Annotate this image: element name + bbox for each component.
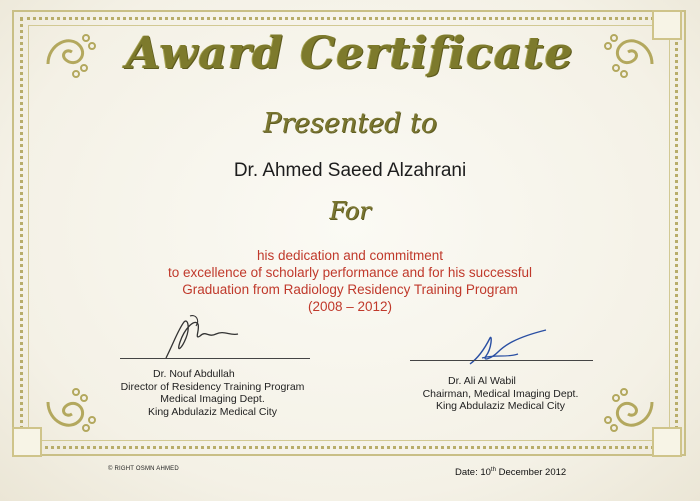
- citation-line: his dedication and commitment: [256, 248, 444, 263]
- signatory-org: King Abdulaziz Medical City: [148, 405, 277, 418]
- corner-square-bottom-left: [12, 427, 42, 457]
- issue-date: [455, 467, 566, 478]
- date-rest: December 2012: [495, 467, 567, 479]
- signatory-name: Dr. Nouf Abdullah: [153, 368, 235, 380]
- presented-to-label: Presented to: [262, 108, 438, 139]
- citation-line: Graduation from Radiology Residency Training Program: [182, 282, 518, 297]
- date-suffix: th: [490, 467, 496, 473]
- certificate-title: Award Certificate: [126, 28, 574, 79]
- signatory-right: [398, 375, 603, 413]
- signature-line-left: [120, 358, 310, 359]
- signatory-title: Chairman, Medical Imaging Dept.: [422, 387, 579, 400]
- for-label: For: [329, 197, 371, 225]
- ornament-bottom-left-icon: [40, 382, 100, 442]
- citation-text: [0, 247, 700, 315]
- signature-right-icon: [462, 328, 552, 368]
- signatory-org: King Abdulaziz Medical City: [436, 400, 565, 412]
- signatory-title: Director of Residency Training Program: [120, 380, 305, 393]
- recipient-name: Dr. Ahmed Saeed Alzahrani: [233, 160, 467, 181]
- signature-left-icon: [160, 312, 250, 364]
- date-prefix: Date: 10: [455, 467, 491, 479]
- citation-years: (2008 – 2012): [307, 299, 393, 314]
- signatory-name: Dr. Ali Al Wabil: [448, 375, 516, 387]
- copyright-note: © RIGHT OSMN AHMED: [108, 466, 179, 472]
- citation-line: to excellence of scholarly performance and for his successful: [168, 265, 532, 280]
- ornament-bottom-right-icon: [600, 382, 660, 442]
- signature-line-right: [410, 360, 593, 361]
- signatory-left: [110, 368, 315, 418]
- signatory-dept: Medical Imaging Dept.: [160, 393, 265, 405]
